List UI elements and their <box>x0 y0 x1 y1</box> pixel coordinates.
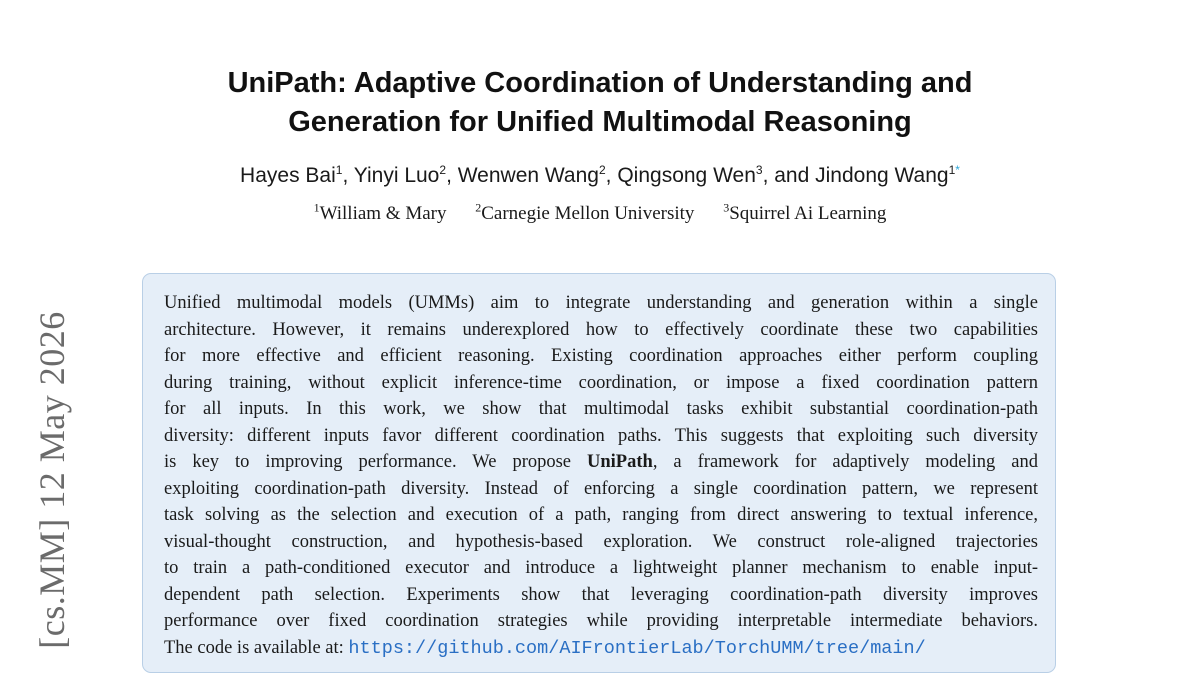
author-separator: , and <box>762 164 816 187</box>
affiliation-marker: 1 <box>313 200 320 215</box>
abstract-line: Unified multimodal models (UMMs) aim to integrate understanding and generation within a single <box>164 293 1038 313</box>
affiliation <box>475 200 695 224</box>
abstract-text-run: is key to improving performance. We propose <box>164 452 588 472</box>
abstract-line: for all inputs. In this work, we show that multimodal tasks exhibit substantial coordination-path <box>164 399 1038 419</box>
title-line-1: UniPath: Adaptive Coordination of Understanding and <box>227 67 973 99</box>
author-affil-marker: 3 <box>755 163 763 177</box>
arxiv-side-stamp: [cs.MM] 12 May 2026 <box>32 311 72 649</box>
abstract-line: to train a path-conditioned executor and introduce a lightweight planner mechanism to enable input- <box>164 558 1038 578</box>
affiliation-name: William & Mary <box>319 203 447 224</box>
corresponding-author-mark[interactable]: * <box>955 163 960 177</box>
method-name: UniPath <box>587 452 653 472</box>
abstract-line: dependent path selection. Experiments show that leveraging coordination-path diversity improves <box>164 584 1038 605</box>
abstract-line: during training, without explicit inference-time coordination, or impose a fixed coordination pattern <box>164 372 1038 393</box>
code-repository-link[interactable]: https://github.com/AIFrontierLab/TorchUMM/tree/main/ <box>348 637 926 659</box>
abstract-line: visual-thought construction, and hypothesis-based exploration. We construct role-aligned trajectories <box>164 531 1038 552</box>
abstract-line: for more effective and efficient reasoning. Existing coordination approaches either perform coupling <box>164 346 1038 366</box>
affiliation-marker: 2 <box>475 200 482 215</box>
author-name: Jindong Wang <box>815 164 949 187</box>
abstract-line: architecture. However, it remains underexplored how to effectively coordinate these two capabilities <box>164 319 1038 340</box>
affiliation-marker: 3 <box>723 200 730 215</box>
author-separator: , <box>605 164 618 187</box>
abstract-line <box>164 635 1038 663</box>
author-affil-number: 1 <box>948 163 956 177</box>
title-line-2: Generation for Unified Multimodal Reasoning <box>288 106 912 138</box>
abstract-line <box>164 449 1038 476</box>
author-name: Yinyi Luo <box>353 164 440 187</box>
affiliation <box>313 200 447 224</box>
abstract-line: performance over fixed coordination strategies while providing interpretable intermediate behaviors. <box>164 611 1038 631</box>
paper-title <box>120 64 1080 142</box>
author-name: Hayes Bai <box>240 164 336 187</box>
abstract-line: exploiting coordination-path diversity. Instead of enforcing a single coordination pattern, we represent <box>164 478 1038 499</box>
abstract-text-run: The code is available at: <box>164 637 349 658</box>
abstract-text-run: , a framework for adaptively modeling and <box>652 452 1038 472</box>
affiliation-name: Carnegie Mellon University <box>481 203 695 224</box>
author-separator: , <box>342 164 354 187</box>
author-name: Wenwen Wang <box>457 164 599 187</box>
affiliation-list <box>120 201 1080 227</box>
abstract-text <box>164 290 1038 662</box>
author-affil-marker <box>949 163 960 177</box>
affiliation-name: Squirrel Ai Learning <box>729 203 887 224</box>
abstract-box <box>142 273 1056 673</box>
abstract-line: diversity: different inputs favor different coordination paths. This suggests that exploiting such diversity <box>164 425 1038 446</box>
author-affil-marker: 2 <box>439 163 447 177</box>
author-affil-marker: 2 <box>598 163 606 177</box>
author-list <box>120 162 1080 190</box>
author-separator: , <box>446 164 458 187</box>
affiliation <box>723 200 887 224</box>
author-affil-marker: 1 <box>335 163 343 177</box>
abstract-line: task solving as the selection and execution of a path, ranging from direct answering to textual inference, <box>164 505 1038 525</box>
author-name: Qingsong Wen <box>617 164 756 187</box>
